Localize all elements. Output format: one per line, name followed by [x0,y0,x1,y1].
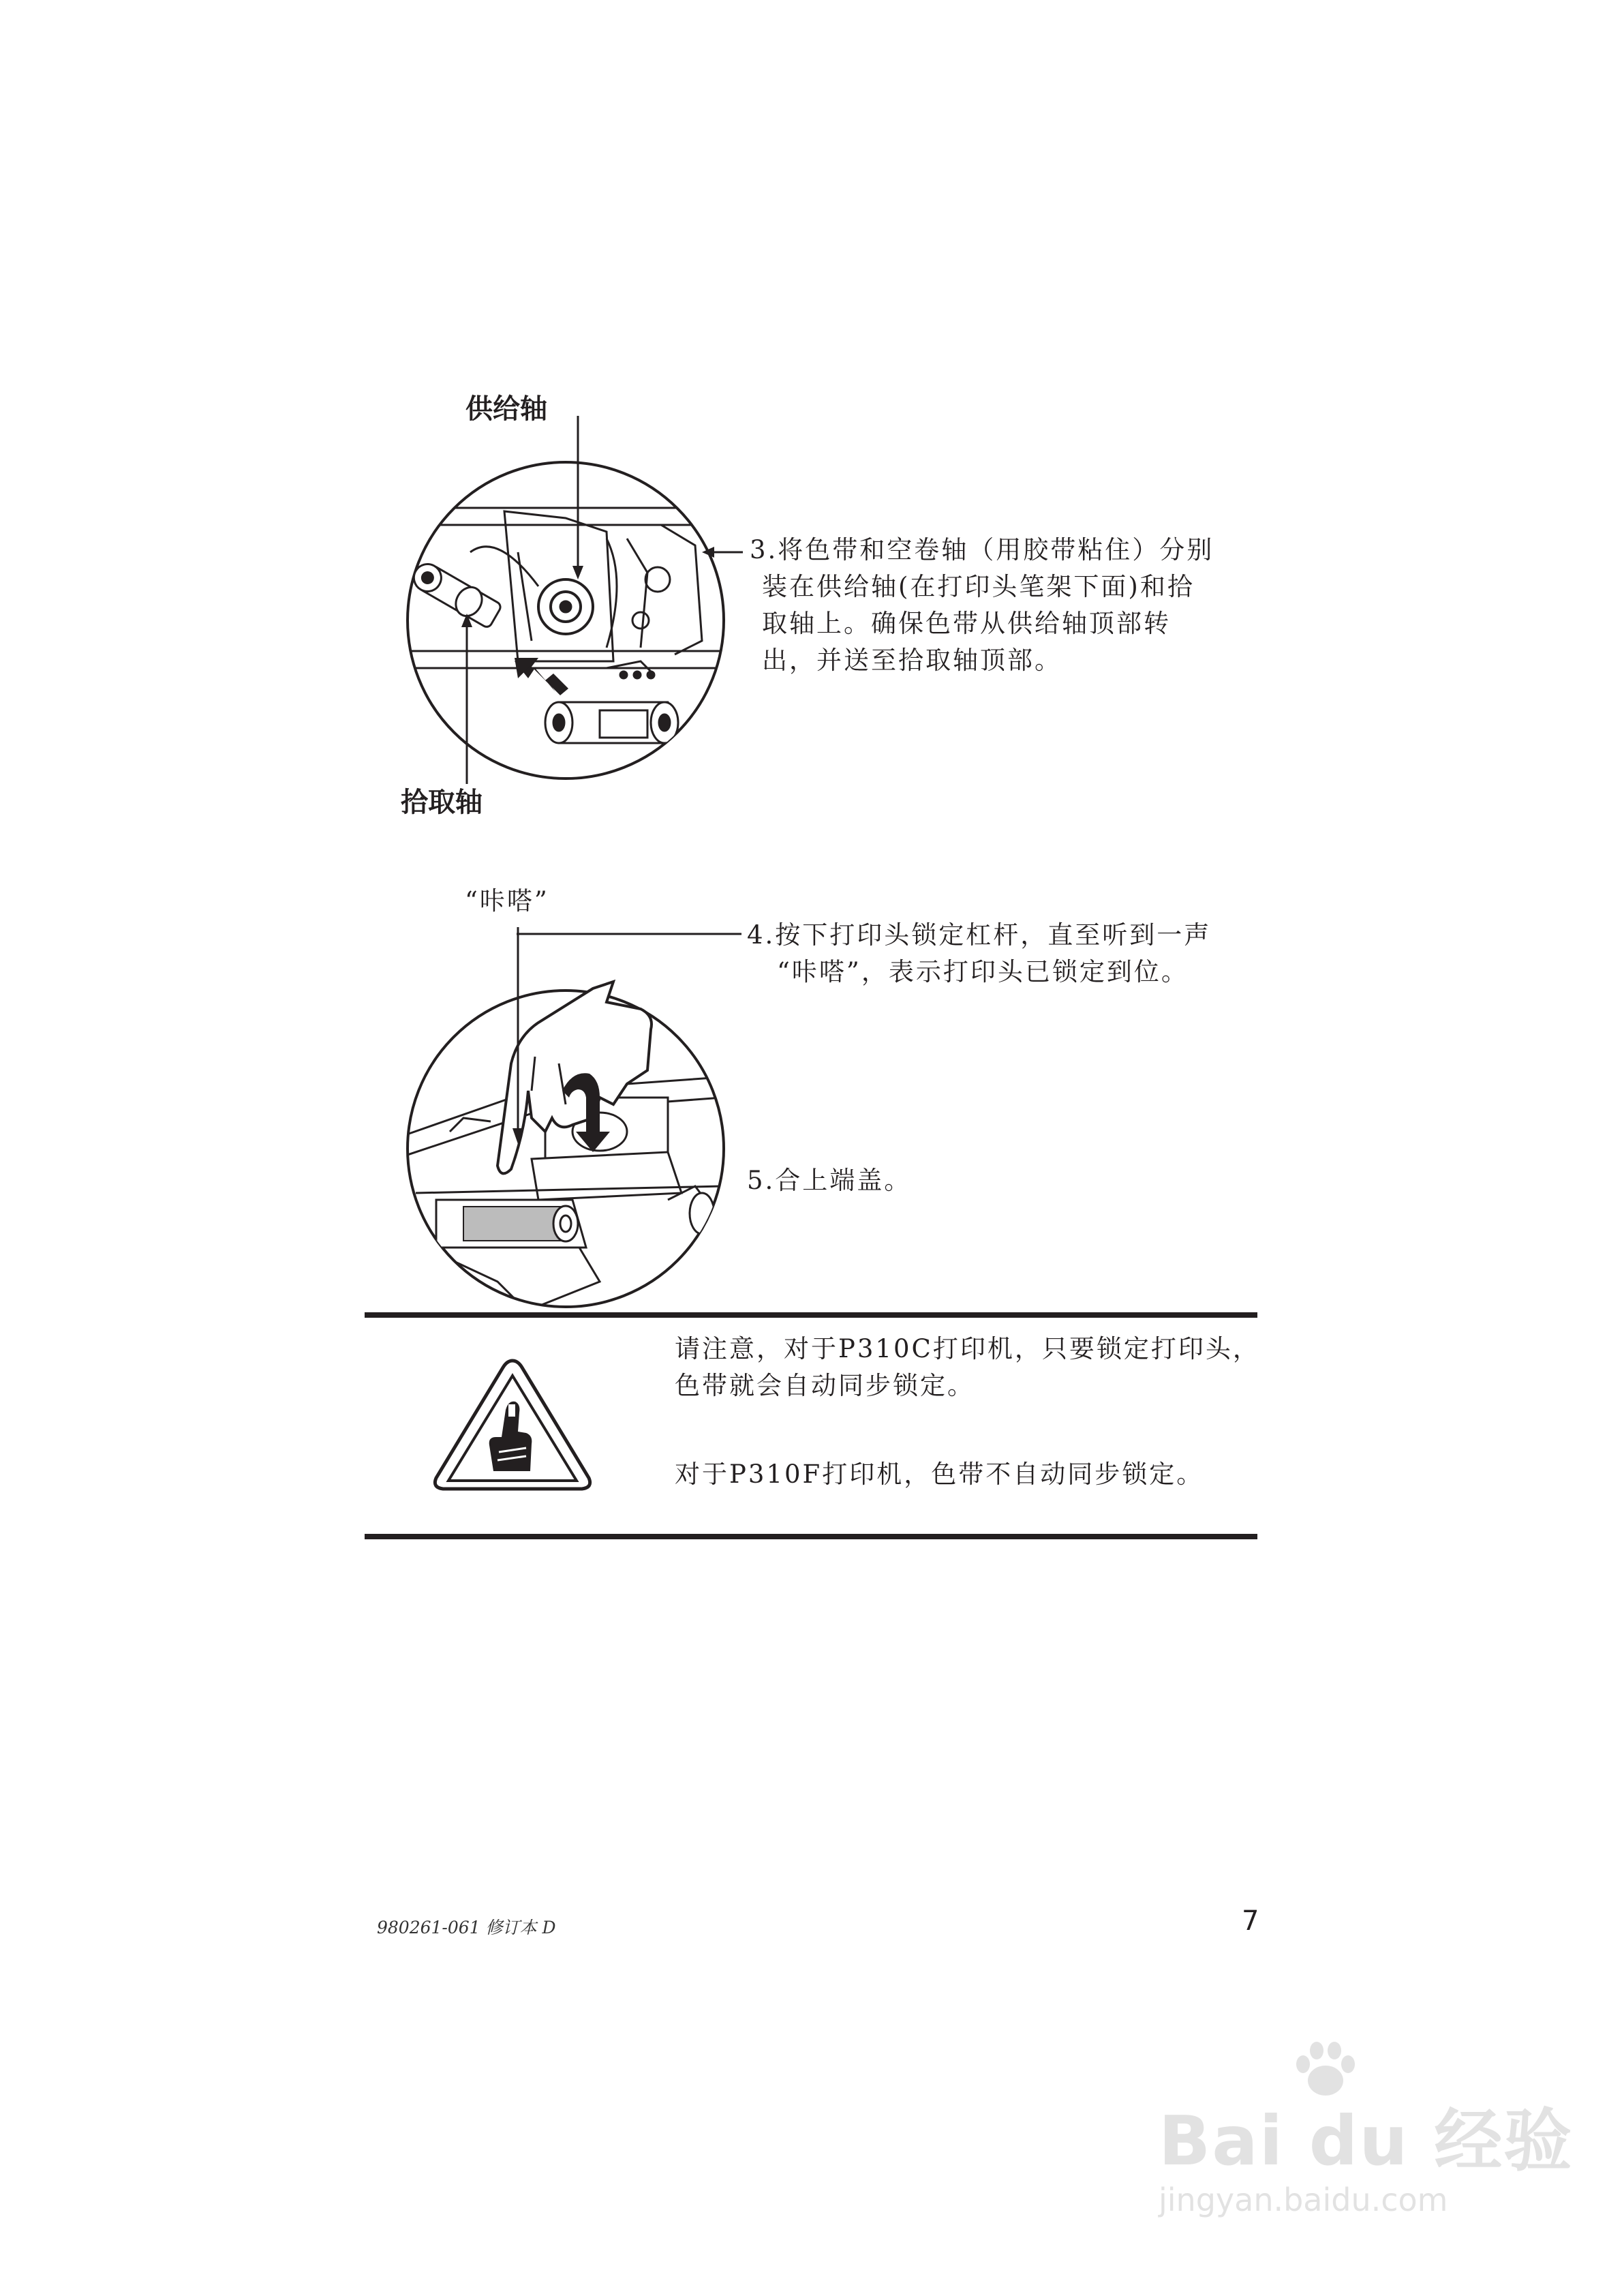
step3-line4: 出，并送至拾取轴顶部。 [762,646,1062,675]
step3-line2: 装在供给轴(在打印头笔架下面)和拾 [762,572,1195,601]
note-top-rule [365,1312,1257,1318]
step4-leader-line [517,931,741,937]
step3-line1: 3.将色带和空卷轴（用胶带粘住）分别 [750,535,1214,564]
page-number: 7 [1242,1905,1259,1937]
click-sound-label: “咔嗒” [465,886,549,916]
ribbon-install-illustration [402,416,729,784]
document-id: 980261-061 修订本 D [377,1918,556,1937]
step5-text: 5.合上端盖。 [747,1166,912,1195]
step4-line2: “咔嗒”，表示打印头已锁定到位。 [777,957,1189,986]
supply-spindle-label: 供给轴 [465,393,547,425]
paw-icon [1288,2038,1363,2100]
takeup-spindle-label: 拾取轴 [401,787,483,818]
note-line3: 对于P310F打印机，色带不自动同步锁定。 [675,1460,1204,1489]
step4-line1: 4.按下打印头锁定杠杆，直至听到一声 [747,920,1212,950]
caution-hand-icon [431,1357,594,1493]
baidu-watermark-logo: Bai du 经验 [1159,2101,1574,2181]
note-line2: 色带就会自动同步锁定。 [675,1371,975,1400]
printhead-lock-illustration [395,927,763,1316]
note-line1: 请注意，对于P310C打印机，只要锁定打印头， [675,1334,1260,1363]
step3-line3: 取轴上。确保色带从供给轴顶部转 [762,609,1171,638]
note-bottom-rule [365,1534,1257,1539]
baidu-watermark-url: jingyan.baidu.com [1159,2181,1448,2218]
step3-pointer-arrow [702,544,743,560]
